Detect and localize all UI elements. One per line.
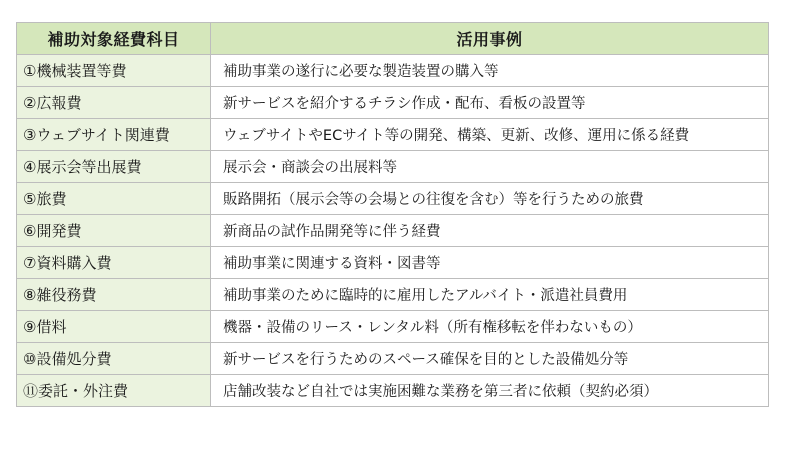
category-cell: ⑩設備処分費 xyxy=(17,343,211,375)
table-row xyxy=(17,215,769,247)
category-cell: ⑨借料 xyxy=(17,311,211,343)
table-row xyxy=(17,183,769,215)
example-cell: 展示会・商談会の出展料等 xyxy=(211,151,769,183)
example-cell: 新サービスを行うためのスペース確保を目的とした設備処分等 xyxy=(211,343,769,375)
category-cell: ⑥開発費 xyxy=(17,215,211,247)
example-cell: 機器・設備のリース・レンタル料（所有権移転を伴わないもの） xyxy=(211,311,769,343)
example-cell: 新商品の試作品開発等に伴う経費 xyxy=(211,215,769,247)
table-row xyxy=(17,119,769,151)
subsidy-expense-table xyxy=(16,22,769,407)
table-row xyxy=(17,375,769,407)
table-header-row xyxy=(17,23,769,55)
example-cell: 新サービスを紹介するチラシ作成・配布、看板の設置等 xyxy=(211,87,769,119)
category-cell: ③ウェブサイト関連費 xyxy=(17,119,211,151)
table-row xyxy=(17,87,769,119)
category-cell: ⑤旅費 xyxy=(17,183,211,215)
table-row xyxy=(17,247,769,279)
table-row xyxy=(17,279,769,311)
category-cell: ⑧雑役務費 xyxy=(17,279,211,311)
example-cell: 販路開拓（展示会等の会場との往復を含む）等を行うための旅費 xyxy=(211,183,769,215)
example-cell: 補助事業に関連する資料・図書等 xyxy=(211,247,769,279)
table-row xyxy=(17,55,769,87)
category-cell: ⑪委託・外注費 xyxy=(17,375,211,407)
example-cell: ウェブサイトやECサイト等の開発、構築、更新、改修、運用に係る経費 xyxy=(211,119,769,151)
table-row xyxy=(17,151,769,183)
header-category: 補助対象経費科目 xyxy=(17,23,211,55)
header-examples: 活用事例 xyxy=(211,23,769,55)
category-cell: ④展示会等出展費 xyxy=(17,151,211,183)
example-cell: 店舗改装など自社では実施困難な業務を第三者に依頼（契約必須） xyxy=(211,375,769,407)
table-row xyxy=(17,311,769,343)
category-cell: ⑦資料購入費 xyxy=(17,247,211,279)
example-cell: 補助事業のために臨時的に雇用したアルバイト・派遣社員費用 xyxy=(211,279,769,311)
category-cell: ①機械装置等費 xyxy=(17,55,211,87)
example-cell: 補助事業の遂行に必要な製造装置の購入等 xyxy=(211,55,769,87)
table-row xyxy=(17,343,769,375)
category-cell: ②広報費 xyxy=(17,87,211,119)
